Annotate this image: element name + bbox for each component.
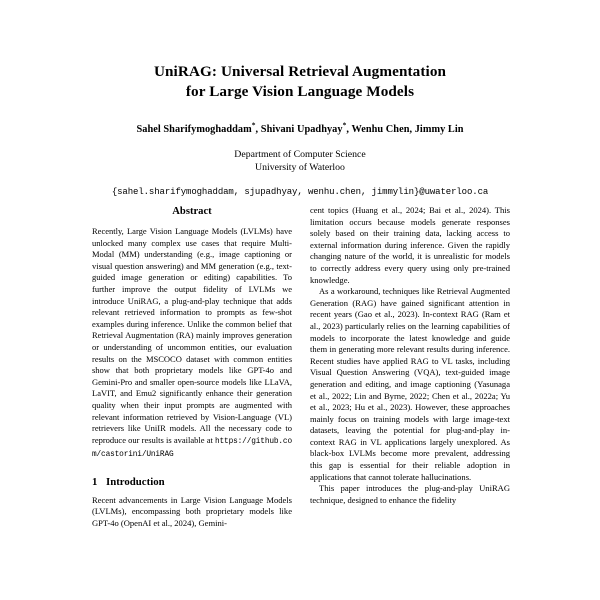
paper-header: [0, 0, 600, 198]
abstract-heading: Abstract: [172, 206, 212, 217]
section-title: Introduction: [106, 475, 165, 488]
right-column: [310, 205, 510, 600]
abstract-text: Recently, Large Vision Language Models (LVLMs) have unlocked many complex use cases that require Multi-Modal (MM) understanding (e.g., image captioning or visual question answering) and MM generation (e.g., text-guided image generation or editing) capabilities. To further improve the output fidelity of LVLMs we introduce UniRAG, a plug-and-play technique that adds relevant retrieved information to prompts as few-shot examples during inference. Unlike the common belief that Retrieval Augmentation (RA) mainly improves generation or understanding of uncommon entities, our evaluation results on the MSCOCO dataset with common entities show that both proprietary models like GPT-4o and Gemini-Pro and smaller open-source models like LLaVA, LaVIT, and Emu2 significantly enhance their generation quality when their input prompts are augmented with relevant information retrieved by Vision-Language (VL) retrievers like UniIR models. All the necessary code to reproduce our results is available at: [92, 226, 292, 445]
title-line-1: UniRAG: Universal Retrieval Augmentation: [153, 63, 447, 80]
section-heading-introduction: [92, 476, 292, 489]
affiliation-department: Department of Computer Science: [234, 149, 366, 160]
title-line-2: for Large Vision Language Models: [185, 83, 415, 100]
body-columns: [92, 205, 510, 600]
affiliation-block: [0, 149, 600, 174]
right-paragraph-2: As a workaround, techniques like Retrieval Augmented Generation (RAG) have gained significant attention in recent years (Gao et al., 2023). In-context RAG (Ram et al., 2023) particularly relies on the learning capabilities of models to incorporate the latest knowledge and guide them in generating more relevant results during inference. Recent studies have applied RAG to VL tasks, including Visual Question Answering (VQA), text-guided image generation and editing, and image captioning (Yasunaga et al., 2022; Lin and Byrne, 2022; Chen et al., 2022a; Yu et al., 2023; Hu et al., 2023). However, these approaches mainly focus on training models with large image-text datasets, leaving the potential for plug-and-play in-context RAG in VL applications largely unexplored. As black-box LVLMs become more prevalent, addressing this gap is essential for their reliable adoption in applications that cannot tolerate hallucinations.: [310, 286, 510, 482]
intro-paragraph-1: Recent advancements in Large Vision Language Models (LVLMs), encompassing both proprietary models like GPT-4o (OpenAI et al., 2024), Gemini-: [92, 494, 292, 529]
affiliation-university: University of Waterloo: [255, 161, 345, 173]
section-number: 1: [92, 475, 98, 488]
author-emails: {sahel.sharifymoghaddam, sjupadhyay, wenhu.chen, jimmylin}@uwaterloo.ca: [111, 187, 489, 198]
page-title: [60, 62, 540, 102]
abstract-paragraph: [92, 226, 292, 462]
left-column: [92, 205, 292, 600]
right-paragraph-3: This paper introduces the plug-and-play UniRAG technique, designed to enhance the fidelity: [310, 483, 510, 505]
author-list: Sahel Sharifymoghaddam*, Shivani Upadhyay*, Wenhu Chen, Jimmy Lin: [136, 120, 464, 135]
abstract-body: [92, 226, 292, 462]
right-paragraph-1: cent topics (Huang et al., 2024; Bai et al., 2024). This limitation occurs because models generate responses solely based on their training data, lacking access to external information during inference. Given the rapidly changing nature of the world, it is unrealistic for models to correctly address every query using only pre-trained knowledge.: [310, 205, 510, 285]
code-repository-url[interactable]: https://github.com/castorini/UniRAG: [92, 437, 292, 460]
